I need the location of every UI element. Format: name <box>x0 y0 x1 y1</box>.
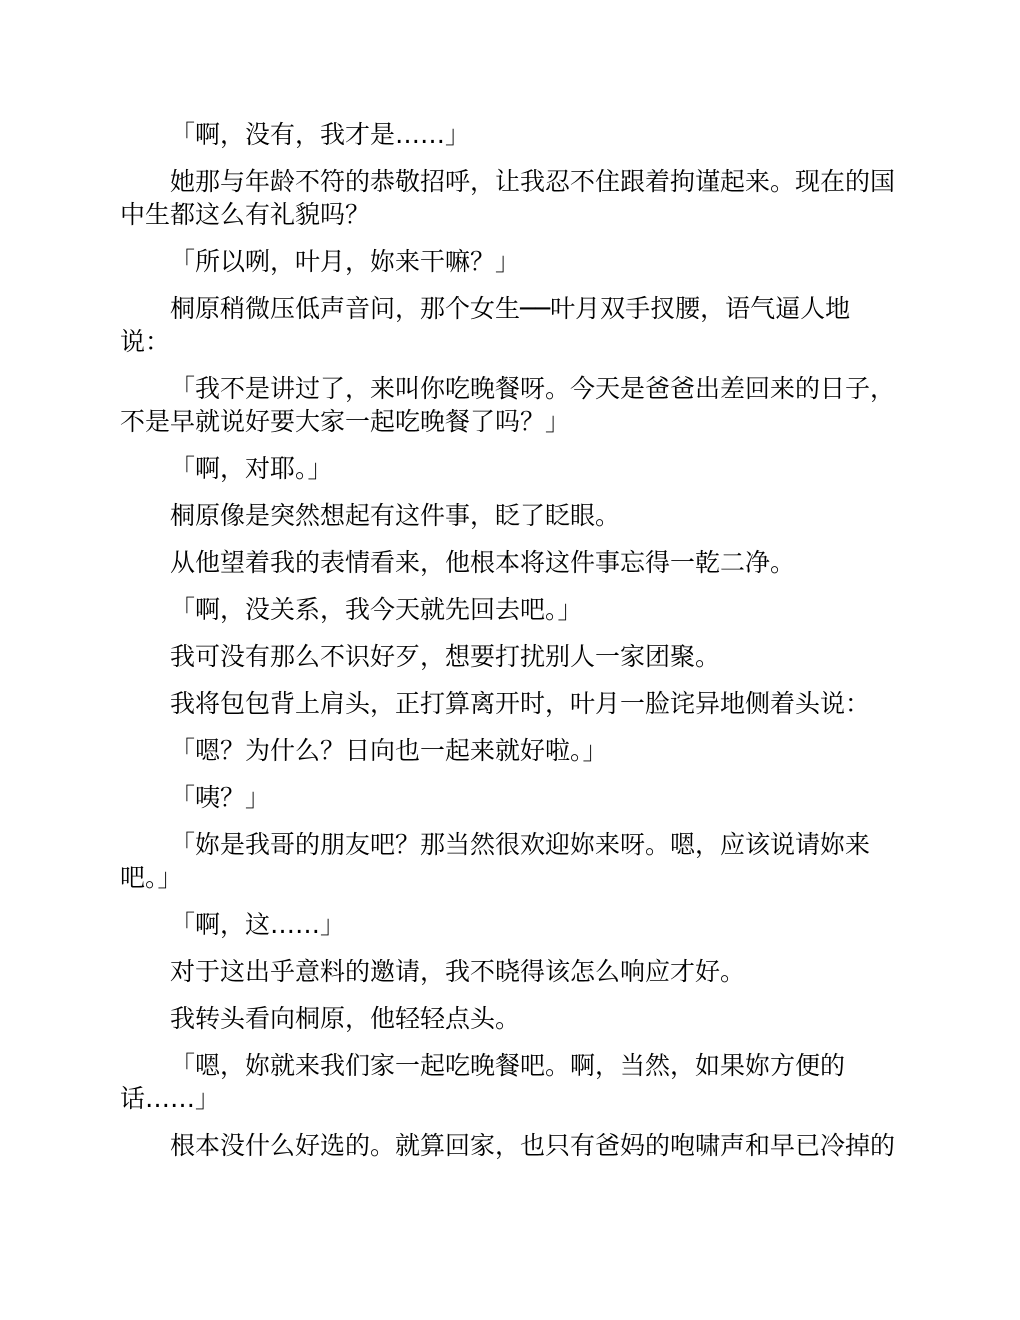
paragraph-10: 我可没有那么不识好歹，想要打扰别人一家团聚。 <box>170 642 721 671</box>
paragraph-1: 「啊，没有，我才是……」 <box>170 120 471 149</box>
paragraph-11: 我将包包背上肩头，正打算离开时，叶月一脸诧异地侧着头说： <box>170 689 871 718</box>
paragraph-13: 「咦？」 <box>170 783 271 812</box>
paragraph-15: 「啊，这……」 <box>170 910 346 939</box>
paragraph-5: 「我不是讲过了，来叫你吃晚餐呀。今天是爸爸出差回来的日子，不是早就说好要大家一起吃晚餐了吗？」 <box>120 374 896 436</box>
document-page <box>120 118 900 1176</box>
paragraph-19: 根本没什么好选的。就算回家，也只有爸妈的咆啸声和早已冷掉的 <box>170 1131 896 1160</box>
paragraph-9: 「啊，没关系，我今天就先回去吧。」 <box>170 595 583 624</box>
paragraph-8: 从他望着我的表情看来，他根本将这件事忘得一乾二净。 <box>170 548 796 577</box>
paragraph-16: 对于这出乎意料的邀请，我不晓得该怎么响应才好。 <box>170 957 746 986</box>
paragraph-7: 桐原像是突然想起有这件事，眨了眨眼。 <box>170 501 621 530</box>
paragraph-12: 「嗯？为什么？日向也一起来就好啦。」 <box>170 736 608 765</box>
paragraph-6: 「啊，对耶。」 <box>170 454 333 483</box>
paragraph-4: 桐原稍微压低声音问，那个女生──叶月双手扠腰，语气逼人地说： <box>120 294 851 356</box>
paragraph-14: 「妳是我哥的朋友吧？那当然很欢迎妳来呀。嗯，应该说请妳来吧。」 <box>120 830 871 892</box>
paragraph-18: 「嗯，妳就来我们家一起吃晚餐吧。啊，当然，如果妳方便的话……」 <box>120 1051 846 1113</box>
paragraph-3: 「所以咧，叶月，妳来干嘛？」 <box>170 247 521 276</box>
paragraph-2: 她那与年龄不符的恭敬招呼，让我忍不住跟着拘谨起来。现在的国中生都这么有礼貌吗？ <box>120 167 896 229</box>
paragraph-17: 我转头看向桐原，他轻轻点头。 <box>170 1004 521 1033</box>
